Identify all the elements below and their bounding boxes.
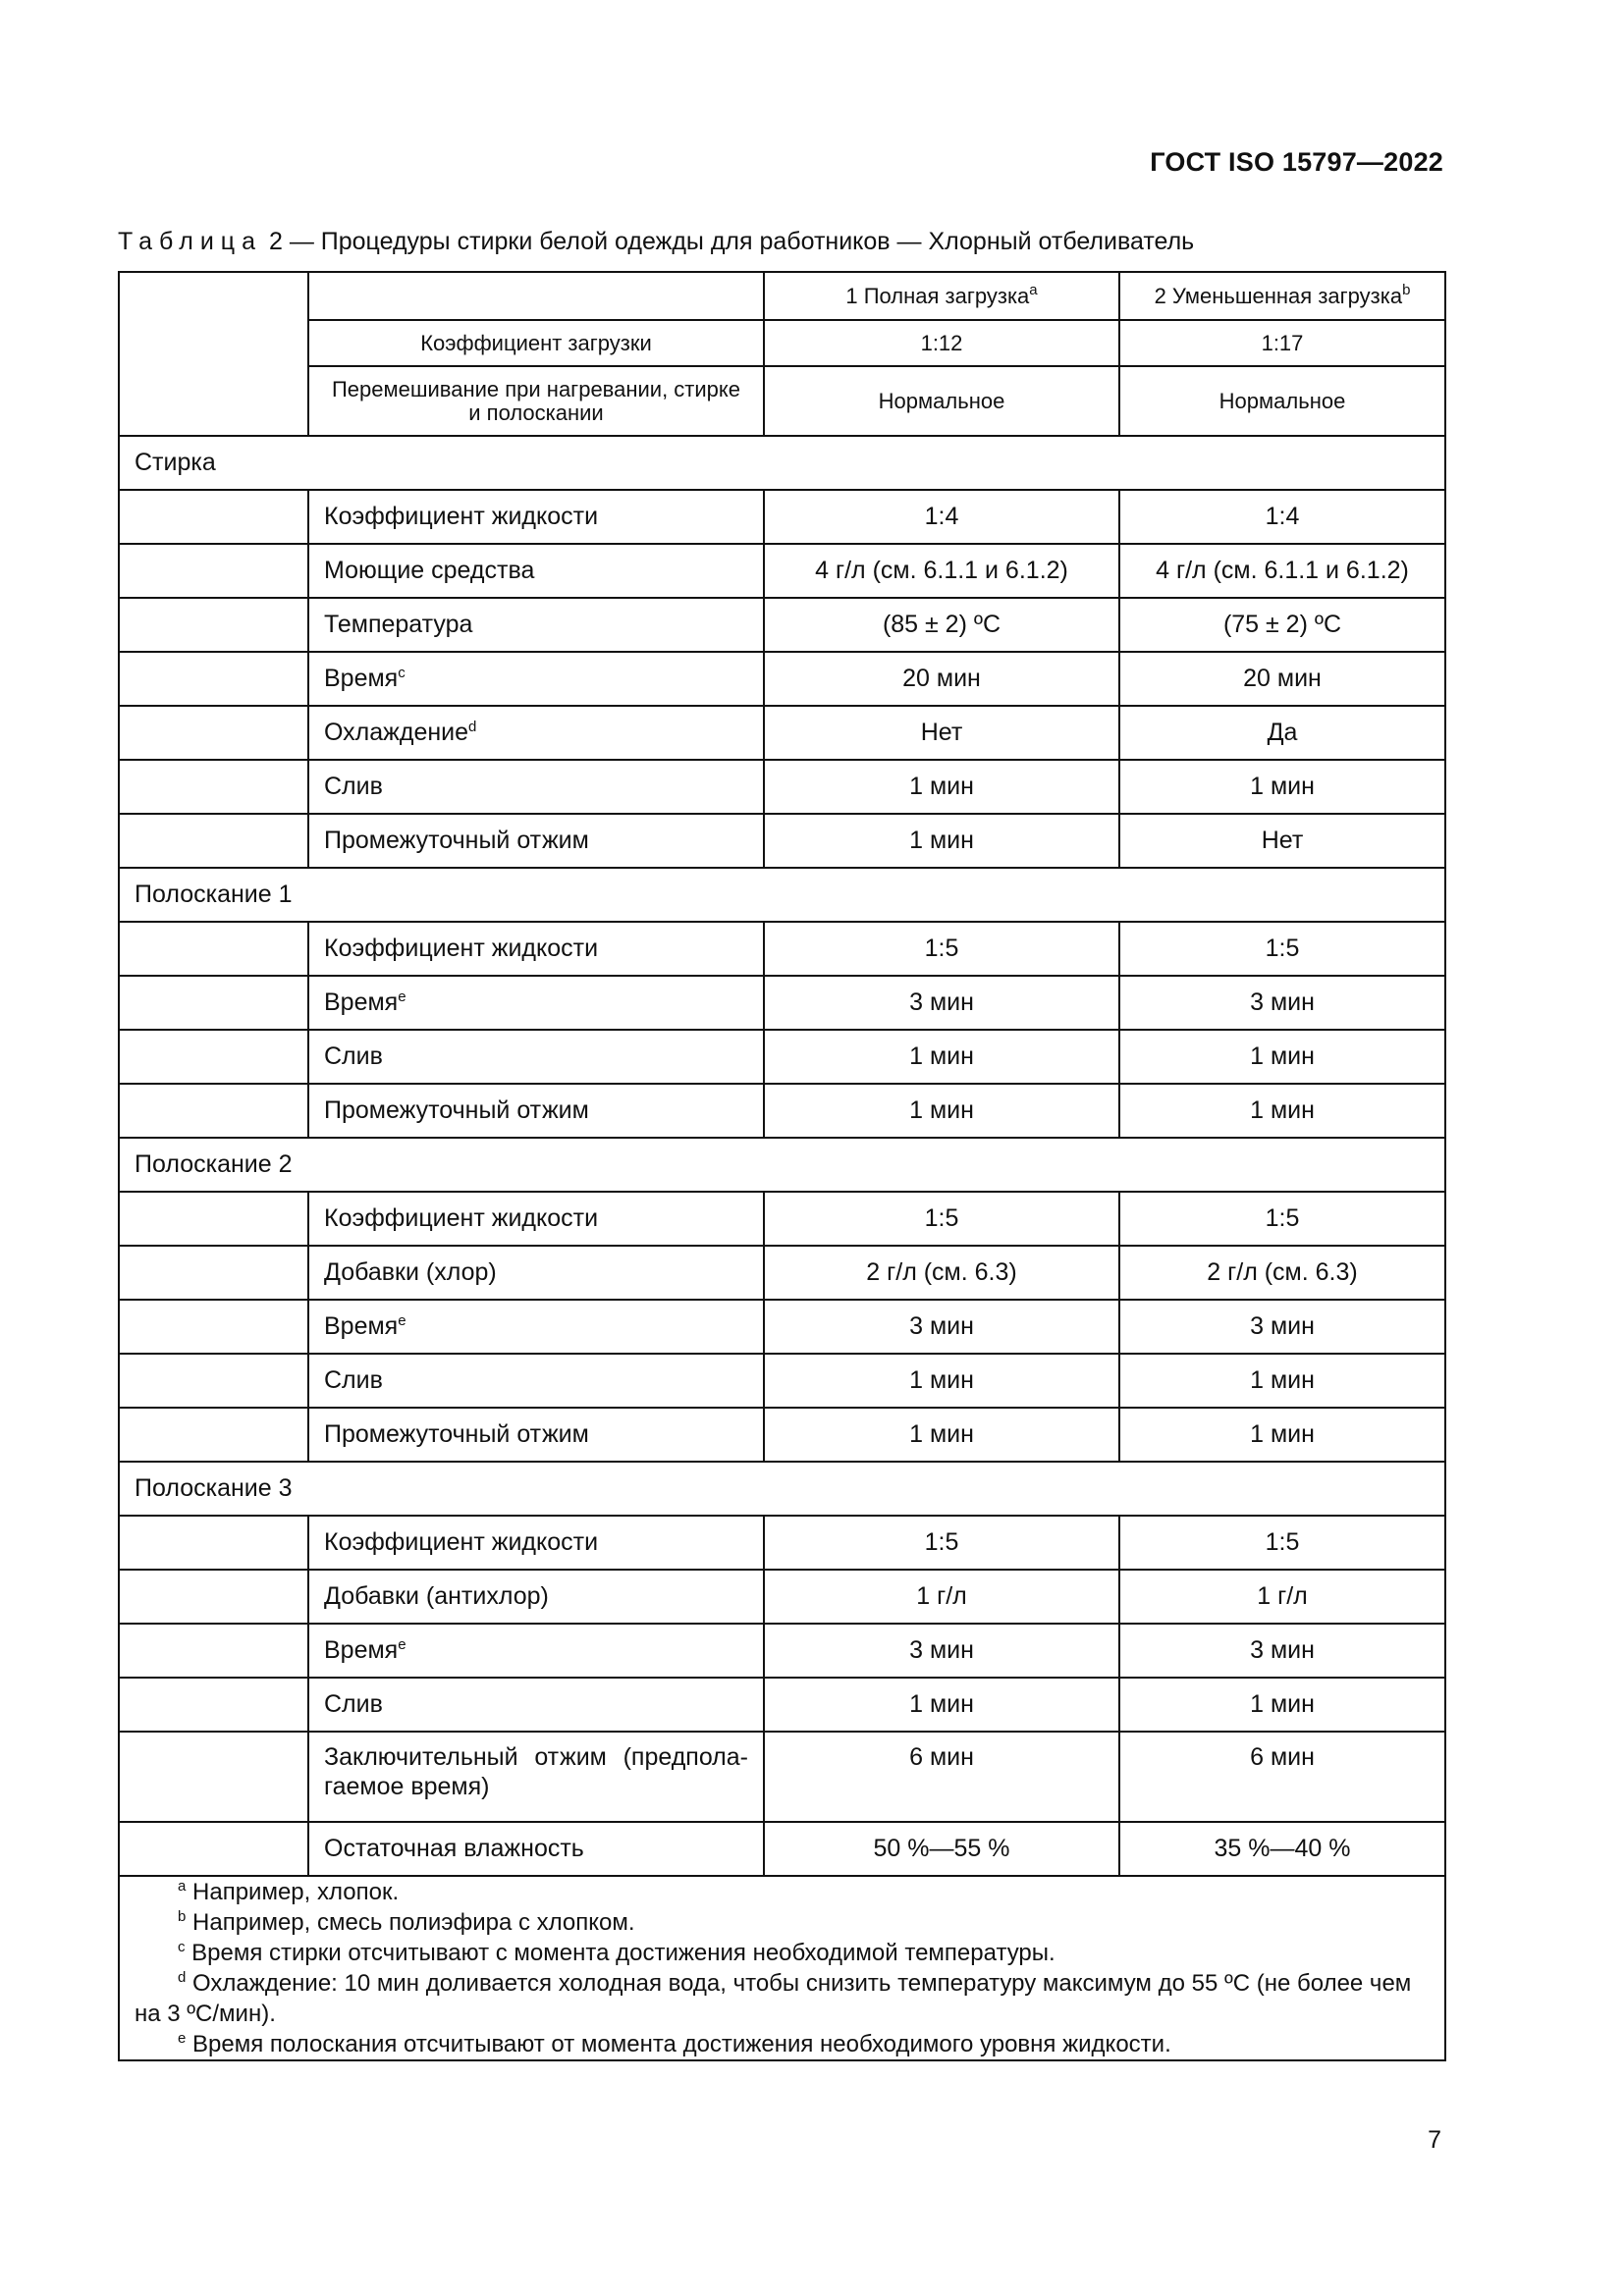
footnote-ref: e — [398, 988, 406, 1005]
table-caption — [118, 228, 1194, 256]
value-full-load: 1:12 — [764, 320, 1119, 366]
row-label: Слив — [308, 760, 764, 814]
value-reduced-load: 1 мин — [1119, 760, 1445, 814]
value-reduced-load: Нормальное — [1119, 366, 1445, 436]
section-title: Полоскание 1 — [119, 868, 1445, 922]
section-rinse-3 — [119, 1462, 1445, 1876]
table-footnotes — [119, 1876, 1445, 2060]
table-row — [119, 598, 1445, 652]
footnotes-cell — [119, 1876, 1445, 2060]
section-header-row — [119, 868, 1445, 922]
value-reduced-load: Нет — [1119, 814, 1445, 868]
value-reduced-load: 3 мин — [1119, 1624, 1445, 1678]
header-row — [119, 272, 1445, 320]
final-spin-row — [119, 1732, 1445, 1822]
value-full-load: 2 г/л (см. 6.3) — [764, 1246, 1119, 1300]
value-reduced-load: (75 ± 2) ºС — [1119, 598, 1445, 652]
document-id: ГОСТ ISO 15797—2022 — [1150, 147, 1443, 177]
table-row — [119, 976, 1445, 1030]
value-reduced-load: 1 мин — [1119, 1408, 1445, 1462]
row-label: Добавки (хлор) — [308, 1246, 764, 1300]
value-full-load: 1 мин — [764, 1408, 1119, 1462]
value-reduced-load: 6 мин — [1119, 1732, 1445, 1822]
caption-text: 2 — Процедуры стирки белой одежды для работников — Хлорный отбеливатель — [262, 228, 1195, 255]
value-full-load: 4 г/л (см. 6.1.1 и 6.1.2) — [764, 544, 1119, 598]
table-row — [119, 1516, 1445, 1570]
empty-header-cell — [308, 272, 764, 320]
value-reduced-load: Да — [1119, 706, 1445, 760]
table-row — [119, 1246, 1445, 1300]
section-wash — [119, 436, 1445, 868]
value-full-load: (85 ± 2) ºС — [764, 598, 1119, 652]
table-row — [119, 1084, 1445, 1138]
value-full-load: 1 мин — [764, 1084, 1119, 1138]
section-title: Полоскание 2 — [119, 1138, 1445, 1192]
footnote: $^d$ Охлаждение: 10 мин доливается холодная вода, чтобы снизить температуру максимум до 55 ºС (не более чем на 3 ºС/мин). — [135, 1969, 1412, 2027]
caption-label: Таблица — [118, 228, 263, 255]
row-label: Температура — [308, 598, 764, 652]
table-row — [119, 1192, 1445, 1246]
table-row — [119, 760, 1445, 814]
value-full-load: 1 г/л — [764, 1570, 1119, 1624]
value-reduced-load: 1:17 — [1119, 320, 1445, 366]
row-label: Время$^e$ — [308, 1300, 764, 1354]
section-header-row — [119, 436, 1445, 490]
row-label: Время$^e$ — [308, 976, 764, 1030]
value-full-load: 3 мин — [764, 1624, 1119, 1678]
footnote-ref: d — [468, 719, 477, 735]
value-reduced-load: 3 мин — [1119, 976, 1445, 1030]
row-label: Моющие средства — [308, 544, 764, 598]
table-row — [119, 1624, 1445, 1678]
value-full-load: 1 мин — [764, 760, 1119, 814]
value-reduced-load: 1 г/л — [1119, 1570, 1445, 1624]
column-header-full-load — [764, 272, 1119, 320]
value-full-load: Нормальное — [764, 366, 1119, 436]
section-rinse-1 — [119, 868, 1445, 1138]
value-reduced-load: 1 мин — [1119, 1354, 1445, 1408]
value-full-load: 1 мин — [764, 814, 1119, 868]
residual-moisture-row — [119, 1822, 1445, 1876]
row-label: Добавки (антихлор) — [308, 1570, 764, 1624]
table-row — [119, 1300, 1445, 1354]
footnotes-row — [119, 1876, 1445, 2060]
value-reduced-load: 2 г/л (см. 6.3) — [1119, 1246, 1445, 1300]
value-reduced-load: 1:5 — [1119, 1192, 1445, 1246]
row-label: Промежуточный отжим — [308, 1084, 764, 1138]
footnote: $^b$ Например, смесь полиэфира с хлопком. — [178, 1908, 635, 1936]
row-label: Перемешивание при нагревании, стирке и полоскании — [308, 366, 764, 436]
footnote: $^c$ Время стирки отсчитывают с момента достижения необходимой температуры. — [178, 1939, 1056, 1966]
row-label: Коэффициент жидкости — [308, 1192, 764, 1246]
row-label: Коэффициент жидкости — [308, 1516, 764, 1570]
table-row — [119, 1570, 1445, 1624]
value-reduced-load: 1 мин — [1119, 1030, 1445, 1084]
table-header — [119, 272, 1445, 436]
value-full-load: 1:5 — [764, 1516, 1119, 1570]
section-header-row — [119, 1462, 1445, 1516]
value-full-load: 20 мин — [764, 652, 1119, 706]
agitation-row — [119, 366, 1445, 436]
value-full-load: Нет — [764, 706, 1119, 760]
table-row — [119, 1408, 1445, 1462]
value-reduced-load: 20 мин — [1119, 652, 1445, 706]
footnote-ref: e — [398, 1636, 406, 1653]
value-reduced-load: 1 мин — [1119, 1678, 1445, 1732]
section-rinse-2 — [119, 1138, 1445, 1462]
table-row — [119, 706, 1445, 760]
row-label: Время$^c$ — [308, 652, 764, 706]
value-full-load: 50 %—55 % — [764, 1822, 1119, 1876]
row-label: Слив — [308, 1030, 764, 1084]
row-label: Коэффициент загрузки — [308, 320, 764, 366]
value-full-load: 1 мин — [764, 1678, 1119, 1732]
value-full-load: 3 мин — [764, 1300, 1119, 1354]
footnote-ref: b — [1402, 281, 1411, 298]
row-label: Время$^e$ — [308, 1624, 764, 1678]
row-label: Промежуточный отжим — [308, 1408, 764, 1462]
table-row — [119, 1354, 1445, 1408]
row-label: Слив — [308, 1354, 764, 1408]
value-reduced-load: 35 %—40 % — [1119, 1822, 1445, 1876]
table-row — [119, 814, 1445, 868]
washing-procedures-table — [118, 271, 1446, 2061]
value-full-load: 6 мин — [764, 1732, 1119, 1822]
column-header-label: 1 Полная загрузка — [845, 283, 1030, 308]
section-title: Стирка — [119, 436, 1445, 490]
row-label: Коэффициент жидкости — [308, 922, 764, 976]
row-label: Охлаждение$^d$ — [308, 706, 764, 760]
page-number: 7 — [1428, 2126, 1441, 2154]
value-reduced-load: 1 мин — [1119, 1084, 1445, 1138]
value-full-load: 1:5 — [764, 922, 1119, 976]
table-row — [119, 922, 1445, 976]
table-row — [119, 544, 1445, 598]
value-reduced-load: 3 мин — [1119, 1300, 1445, 1354]
section-title: Полоскание 3 — [119, 1462, 1445, 1516]
value-reduced-load: 1:4 — [1119, 490, 1445, 544]
column-header-reduced-load — [1119, 272, 1445, 320]
table-row — [119, 1678, 1445, 1732]
table-row — [119, 490, 1445, 544]
table-row — [119, 652, 1445, 706]
load-ratio-row — [119, 320, 1445, 366]
value-full-load: 1 мин — [764, 1354, 1119, 1408]
footnote-ref: a — [1029, 281, 1038, 298]
value-reduced-load: 4 г/л (см. 6.1.1 и 6.1.2) — [1119, 544, 1445, 598]
footnote-ref: e — [398, 1312, 406, 1329]
empty-corner-cell — [119, 272, 308, 436]
value-full-load: 1 мин — [764, 1030, 1119, 1084]
value-full-load: 1:5 — [764, 1192, 1119, 1246]
value-reduced-load: 1:5 — [1119, 1516, 1445, 1570]
value-full-load: 3 мин — [764, 976, 1119, 1030]
row-label: Слив — [308, 1678, 764, 1732]
footnote: $^a$ Например, хлопок. — [178, 1878, 400, 1905]
table-row — [119, 1030, 1445, 1084]
row-label: Остаточная влажность — [308, 1822, 764, 1876]
value-reduced-load: 1:5 — [1119, 922, 1445, 976]
footnote: $^e$ Время полоскания отсчитывают от момента достижения необходимого уровня жидкости. — [178, 2030, 1171, 2057]
row-label: Заключительный отжим (предпола-гаемое время) — [308, 1732, 764, 1822]
footnote-ref: c — [398, 665, 406, 681]
section-header-row — [119, 1138, 1445, 1192]
row-label: Промежуточный отжим — [308, 814, 764, 868]
value-full-load: 1:4 — [764, 490, 1119, 544]
column-header-label: 2 Уменьшенная загрузка — [1154, 283, 1403, 308]
row-label: Коэффициент жидкости — [308, 490, 764, 544]
